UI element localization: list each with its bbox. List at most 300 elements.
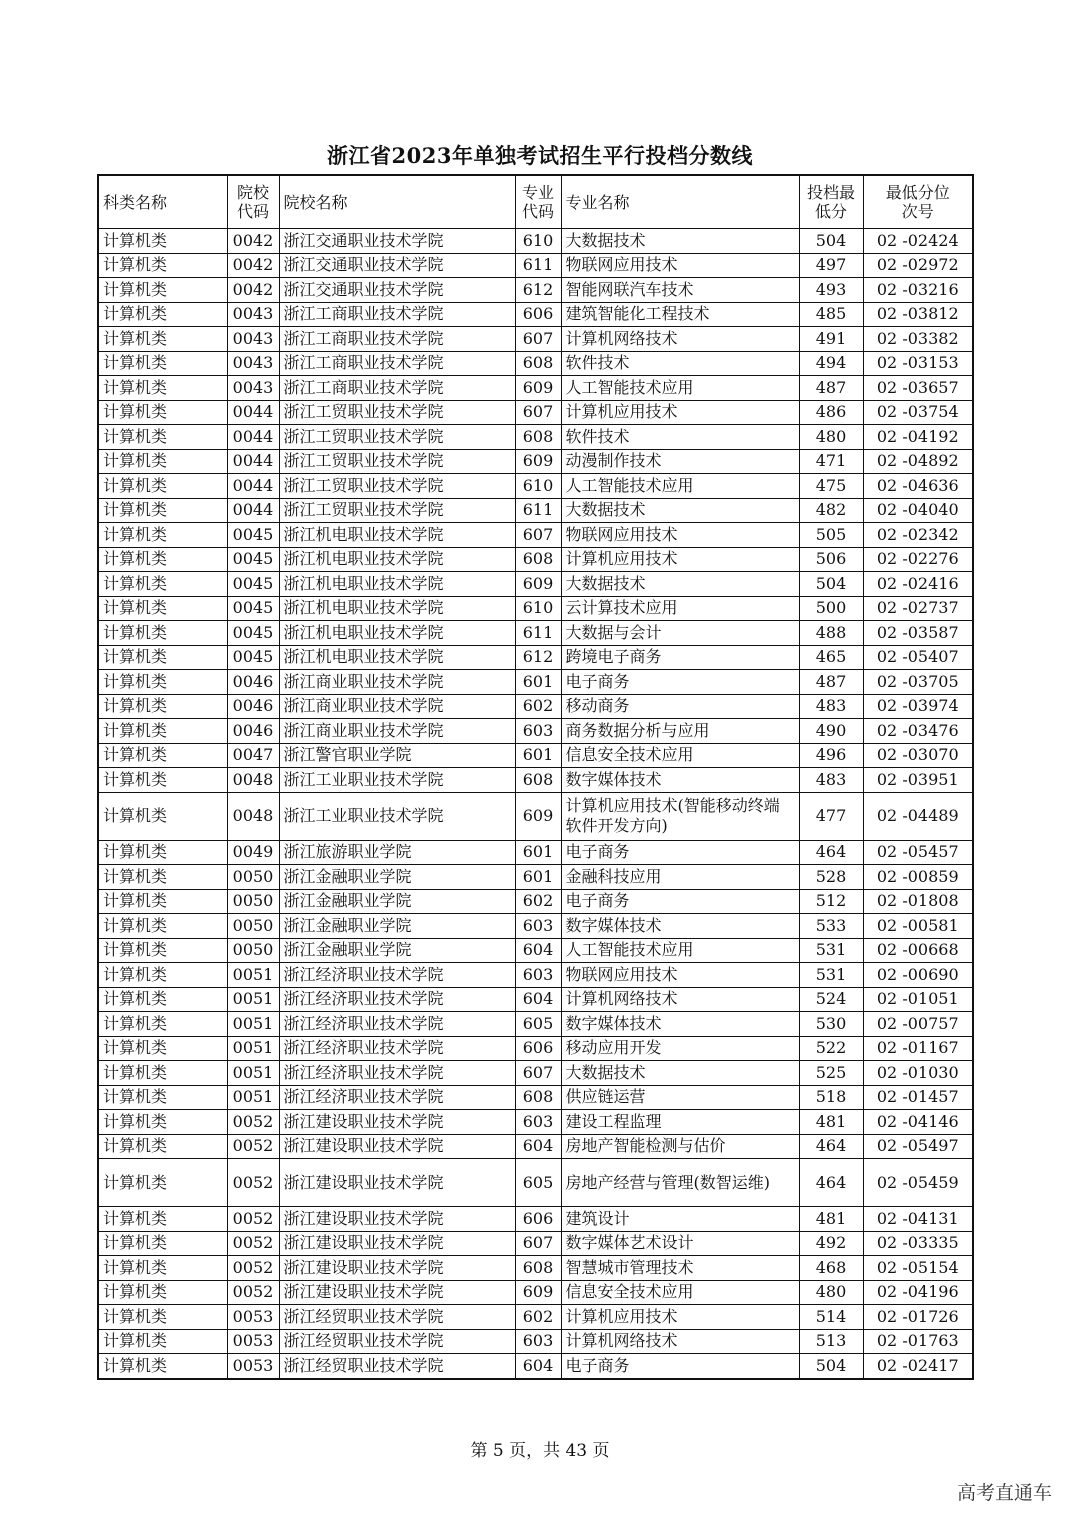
cell-school-name: 浙江警官职业学院 <box>279 743 515 768</box>
cell-school-name: 浙江经贸职业技术学院 <box>279 1329 515 1354</box>
table-row <box>98 1134 973 1159</box>
cell-min-score: 504 <box>799 572 863 597</box>
header-min-score: 投档最低分 <box>799 175 863 229</box>
cell-school-code: 0043 <box>227 376 279 401</box>
cell-category: 计算机类 <box>98 1256 227 1281</box>
cell-min-score: 497 <box>799 253 863 278</box>
cell-major-code: 605 <box>515 1012 561 1037</box>
cell-rank: 02 -04636 <box>863 474 973 499</box>
cell-min-score: 518 <box>799 1085 863 1110</box>
cell-rank: 02 -00757 <box>863 1012 973 1037</box>
table-row <box>98 1159 973 1207</box>
cell-min-score: 465 <box>799 645 863 670</box>
cell-category: 计算机类 <box>98 327 227 352</box>
cell-major-code: 603 <box>515 963 561 988</box>
cell-major-name: 金融科技应用 <box>561 865 799 890</box>
cell-school-name: 浙江经济职业技术学院 <box>279 1085 515 1110</box>
cell-major-name: 移动商务 <box>561 694 799 719</box>
cell-rank: 02 -04131 <box>863 1207 973 1232</box>
table-row <box>98 645 973 670</box>
cell-category: 计算机类 <box>98 253 227 278</box>
cell-min-score: 481 <box>799 1110 863 1135</box>
cell-school-name: 浙江商业职业技术学院 <box>279 694 515 719</box>
cell-major-name: 大数据技术 <box>561 572 799 597</box>
cell-rank: 02 -01763 <box>863 1329 973 1354</box>
cell-major-name: 人工智能技术应用 <box>561 938 799 963</box>
cell-major-name: 信息安全技术应用 <box>561 743 799 768</box>
cell-major-name: 云计算技术应用 <box>561 596 799 621</box>
cell-school-name: 浙江工业职业技术学院 <box>279 792 515 840</box>
cell-school-code: 0048 <box>227 792 279 840</box>
table-row <box>98 498 973 523</box>
cell-rank: 02 -05459 <box>863 1159 973 1207</box>
cell-category: 计算机类 <box>98 596 227 621</box>
cell-major-name: 计算机网络技术 <box>561 1329 799 1354</box>
header-school-code: 院校代码 <box>227 175 279 229</box>
cell-major-code: 602 <box>515 889 561 914</box>
table-row <box>98 1110 973 1135</box>
cell-major-code: 606 <box>515 1207 561 1232</box>
cell-major-code: 611 <box>515 498 561 523</box>
cell-category: 计算机类 <box>98 1305 227 1330</box>
cell-min-score: 496 <box>799 743 863 768</box>
cell-rank: 02 -00859 <box>863 865 973 890</box>
table-row <box>98 1231 973 1256</box>
cell-school-name: 浙江经济职业技术学院 <box>279 963 515 988</box>
cell-min-score: 483 <box>799 694 863 719</box>
cell-school-code: 0053 <box>227 1305 279 1330</box>
cell-min-score: 480 <box>799 1280 863 1305</box>
cell-min-score: 494 <box>799 351 863 376</box>
cell-min-score: 524 <box>799 987 863 1012</box>
cell-rank: 02 -03153 <box>863 351 973 376</box>
cell-major-name: 电子商务 <box>561 1354 799 1379</box>
cell-major-code: 603 <box>515 1329 561 1354</box>
cell-major-code: 611 <box>515 621 561 646</box>
cell-school-code: 0046 <box>227 719 279 744</box>
cell-rank: 02 -02276 <box>863 547 973 572</box>
cell-rank: 02 -02424 <box>863 229 973 254</box>
cell-min-score: 533 <box>799 914 863 939</box>
cell-min-score: 483 <box>799 768 863 793</box>
cell-school-code: 0046 <box>227 694 279 719</box>
table-row <box>98 229 973 254</box>
cell-major-name: 建设工程监理 <box>561 1110 799 1135</box>
cell-rank: 02 -04489 <box>863 792 973 840</box>
cell-school-name: 浙江工贸职业技术学院 <box>279 425 515 450</box>
cell-rank: 02 -04040 <box>863 498 973 523</box>
cell-rank: 02 -04892 <box>863 449 973 474</box>
cell-category: 计算机类 <box>98 1280 227 1305</box>
cell-category: 计算机类 <box>98 1061 227 1086</box>
cell-major-name: 人工智能技术应用 <box>561 474 799 499</box>
page-footer: 第 5 页，共 43 页 <box>470 1441 610 1461</box>
cell-school-name: 浙江工贸职业技术学院 <box>279 498 515 523</box>
table-row <box>98 768 973 793</box>
table-row <box>98 351 973 376</box>
cell-rank: 02 -02342 <box>863 523 973 548</box>
cell-rank: 02 -02737 <box>863 596 973 621</box>
cell-major-code: 607 <box>515 400 561 425</box>
cell-major-name: 动漫制作技术 <box>561 449 799 474</box>
cell-major-name: 物联网应用技术 <box>561 523 799 548</box>
cell-rank: 02 -03705 <box>863 670 973 695</box>
cell-category: 计算机类 <box>98 1085 227 1110</box>
cell-min-score: 487 <box>799 376 863 401</box>
cell-school-code: 0047 <box>227 743 279 768</box>
cell-school-name: 浙江商业职业技术学院 <box>279 719 515 744</box>
cell-major-name: 智慧城市管理技术 <box>561 1256 799 1281</box>
cell-category: 计算机类 <box>98 1036 227 1061</box>
cell-category: 计算机类 <box>98 425 227 450</box>
table-row <box>98 963 973 988</box>
cell-school-code: 0043 <box>227 302 279 327</box>
cell-major-code: 608 <box>515 425 561 450</box>
cell-rank: 02 -00581 <box>863 914 973 939</box>
cell-category: 计算机类 <box>98 523 227 548</box>
cell-rank: 02 -03587 <box>863 621 973 646</box>
cell-school-code: 0052 <box>227 1280 279 1305</box>
cell-school-name: 浙江交通职业技术学院 <box>279 278 515 303</box>
cell-school-name: 浙江建设职业技术学院 <box>279 1207 515 1232</box>
cell-major-code: 607 <box>515 1061 561 1086</box>
table-header-row <box>98 175 973 229</box>
table-row <box>98 400 973 425</box>
table-row <box>98 719 973 744</box>
cell-min-score: 493 <box>799 278 863 303</box>
cell-major-code: 610 <box>515 229 561 254</box>
cell-category: 计算机类 <box>98 1012 227 1037</box>
cell-major-code: 608 <box>515 351 561 376</box>
table-row <box>98 547 973 572</box>
cell-min-score: 471 <box>799 449 863 474</box>
cell-min-score: 504 <box>799 1354 863 1379</box>
cell-rank: 02 -03335 <box>863 1231 973 1256</box>
cell-major-code: 609 <box>515 792 561 840</box>
cell-school-code: 0051 <box>227 1085 279 1110</box>
cell-min-score: 464 <box>799 1159 863 1207</box>
cell-rank: 02 -05497 <box>863 1134 973 1159</box>
cell-rank: 02 -03951 <box>863 768 973 793</box>
watermark: 高考直通车 <box>956 1482 1052 1504</box>
cell-school-code: 0044 <box>227 400 279 425</box>
cell-rank: 02 -05457 <box>863 840 973 865</box>
cell-rank: 02 -04192 <box>863 425 973 450</box>
cell-rank: 02 -00668 <box>863 938 973 963</box>
cell-school-name: 浙江工商职业技术学院 <box>279 302 515 327</box>
cell-major-name: 建筑智能化工程技术 <box>561 302 799 327</box>
cell-min-score: 530 <box>799 1012 863 1037</box>
cell-major-name: 计算机应用技术 <box>561 547 799 572</box>
cell-min-score: 491 <box>799 327 863 352</box>
table-row <box>98 596 973 621</box>
cell-major-code: 609 <box>515 572 561 597</box>
cell-school-name: 浙江经济职业技术学院 <box>279 1012 515 1037</box>
cell-school-code: 0052 <box>227 1110 279 1135</box>
cell-rank: 02 -03476 <box>863 719 973 744</box>
cell-school-name: 浙江金融职业学院 <box>279 938 515 963</box>
table-row <box>98 889 973 914</box>
table-row <box>98 327 973 352</box>
cell-rank: 02 -03216 <box>863 278 973 303</box>
table-row <box>98 914 973 939</box>
cell-school-name: 浙江机电职业技术学院 <box>279 523 515 548</box>
cell-min-score: 482 <box>799 498 863 523</box>
cell-rank: 02 -03812 <box>863 302 973 327</box>
cell-min-score: 514 <box>799 1305 863 1330</box>
cell-school-code: 0045 <box>227 572 279 597</box>
cell-major-code: 602 <box>515 1305 561 1330</box>
table-row <box>98 1036 973 1061</box>
page-title: 浙江省2023年单独考试招生平行投档分数线 <box>327 143 753 168</box>
cell-category: 计算机类 <box>98 1231 227 1256</box>
cell-major-name: 房地产经营与管理(数智运维) <box>561 1159 799 1207</box>
cell-category: 计算机类 <box>98 914 227 939</box>
cell-min-score: 500 <box>799 596 863 621</box>
cell-major-name: 移动应用开发 <box>561 1036 799 1061</box>
cell-school-name: 浙江建设职业技术学院 <box>279 1110 515 1135</box>
cell-rank: 02 -01808 <box>863 889 973 914</box>
header-rank: 最低分位次号 <box>863 175 973 229</box>
cell-min-score: 464 <box>799 840 863 865</box>
cell-min-score: 505 <box>799 523 863 548</box>
cell-category: 计算机类 <box>98 889 227 914</box>
cell-rank: 02 -04196 <box>863 1280 973 1305</box>
cell-school-name: 浙江工商职业技术学院 <box>279 376 515 401</box>
cell-rank: 02 -01726 <box>863 1305 973 1330</box>
cell-major-code: 603 <box>515 1110 561 1135</box>
cell-category: 计算机类 <box>98 645 227 670</box>
cell-major-code: 612 <box>515 645 561 670</box>
cell-school-name: 浙江工业职业技术学院 <box>279 768 515 793</box>
cell-category: 计算机类 <box>98 1110 227 1135</box>
cell-category: 计算机类 <box>98 1354 227 1379</box>
table-row <box>98 253 973 278</box>
table-row <box>98 1280 973 1305</box>
cell-school-code: 0052 <box>227 1256 279 1281</box>
cell-major-code: 607 <box>515 523 561 548</box>
cell-major-code: 609 <box>515 449 561 474</box>
cell-school-name: 浙江交通职业技术学院 <box>279 253 515 278</box>
cell-major-name: 计算机应用技术(智能移动终端软件开发方向) <box>561 792 799 840</box>
cell-rank: 02 -05407 <box>863 645 973 670</box>
cell-school-code: 0045 <box>227 523 279 548</box>
cell-major-code: 605 <box>515 1159 561 1207</box>
table-row <box>98 523 973 548</box>
cell-major-code: 601 <box>515 840 561 865</box>
table-row <box>98 1207 973 1232</box>
table-row <box>98 987 973 1012</box>
cell-major-code: 608 <box>515 547 561 572</box>
cell-school-code: 0048 <box>227 768 279 793</box>
cell-category: 计算机类 <box>98 572 227 597</box>
table-row <box>98 376 973 401</box>
cell-school-code: 0053 <box>227 1354 279 1379</box>
table-row <box>98 865 973 890</box>
cell-major-name: 大数据与会计 <box>561 621 799 646</box>
cell-school-name: 浙江建设职业技术学院 <box>279 1256 515 1281</box>
cell-major-code: 610 <box>515 596 561 621</box>
cell-school-code: 0043 <box>227 327 279 352</box>
cell-major-name: 计算机网络技术 <box>561 327 799 352</box>
cell-major-name: 物联网应用技术 <box>561 963 799 988</box>
cell-school-name: 浙江工商职业技术学院 <box>279 351 515 376</box>
cell-rank: 02 -05154 <box>863 1256 973 1281</box>
cell-rank: 02 -01457 <box>863 1085 973 1110</box>
table-row <box>98 1256 973 1281</box>
cell-major-name: 电子商务 <box>561 840 799 865</box>
cell-school-name: 浙江经济职业技术学院 <box>279 1061 515 1086</box>
cell-major-name: 数字媒体艺术设计 <box>561 1231 799 1256</box>
cell-school-code: 0050 <box>227 889 279 914</box>
cell-rank: 02 -02972 <box>863 253 973 278</box>
cell-rank: 02 -01051 <box>863 987 973 1012</box>
cell-school-name: 浙江机电职业技术学院 <box>279 572 515 597</box>
cell-min-score: 490 <box>799 719 863 744</box>
table-row <box>98 1354 973 1379</box>
cell-category: 计算机类 <box>98 694 227 719</box>
cell-min-score: 464 <box>799 1134 863 1159</box>
cell-category: 计算机类 <box>98 1159 227 1207</box>
cell-school-code: 0049 <box>227 840 279 865</box>
cell-school-name: 浙江经贸职业技术学院 <box>279 1305 515 1330</box>
cell-category: 计算机类 <box>98 743 227 768</box>
cell-school-name: 浙江机电职业技术学院 <box>279 596 515 621</box>
cell-major-code: 608 <box>515 768 561 793</box>
cell-min-score: 475 <box>799 474 863 499</box>
cell-school-name: 浙江工贸职业技术学院 <box>279 474 515 499</box>
cell-min-score: 488 <box>799 621 863 646</box>
cell-category: 计算机类 <box>98 963 227 988</box>
cell-school-code: 0053 <box>227 1329 279 1354</box>
table-row <box>98 938 973 963</box>
cell-category: 计算机类 <box>98 1134 227 1159</box>
cell-rank: 02 -03382 <box>863 327 973 352</box>
cell-school-name: 浙江旅游职业学院 <box>279 840 515 865</box>
cell-school-name: 浙江建设职业技术学院 <box>279 1159 515 1207</box>
table-row <box>98 1012 973 1037</box>
cell-category: 计算机类 <box>98 670 227 695</box>
cell-min-score: 531 <box>799 938 863 963</box>
cell-major-code: 607 <box>515 1231 561 1256</box>
cell-min-score: 486 <box>799 400 863 425</box>
cell-major-name: 计算机应用技术 <box>561 400 799 425</box>
cell-category: 计算机类 <box>98 1329 227 1354</box>
cell-major-name: 人工智能技术应用 <box>561 376 799 401</box>
cell-school-code: 0051 <box>227 1061 279 1086</box>
cell-major-name: 数字媒体技术 <box>561 1012 799 1037</box>
cell-min-score: 512 <box>799 889 863 914</box>
cell-school-name: 浙江经贸职业技术学院 <box>279 1354 515 1379</box>
cell-major-name: 跨境电子商务 <box>561 645 799 670</box>
cell-school-name: 浙江工贸职业技术学院 <box>279 449 515 474</box>
cell-category: 计算机类 <box>98 229 227 254</box>
cell-school-code: 0042 <box>227 253 279 278</box>
cell-school-code: 0042 <box>227 278 279 303</box>
cell-school-code: 0044 <box>227 449 279 474</box>
cell-school-code: 0044 <box>227 498 279 523</box>
cell-major-code: 603 <box>515 719 561 744</box>
cell-major-code: 609 <box>515 1280 561 1305</box>
cell-school-name: 浙江经济职业技术学院 <box>279 1036 515 1061</box>
table-row <box>98 792 973 840</box>
cell-major-code: 608 <box>515 1256 561 1281</box>
cell-major-name: 商务数据分析与应用 <box>561 719 799 744</box>
cell-category: 计算机类 <box>98 400 227 425</box>
cell-category: 计算机类 <box>98 792 227 840</box>
cell-rank: 02 -02416 <box>863 572 973 597</box>
table-row <box>98 474 973 499</box>
header-category: 科类名称 <box>98 175 227 229</box>
cell-major-code: 606 <box>515 302 561 327</box>
cell-school-name: 浙江建设职业技术学院 <box>279 1134 515 1159</box>
cell-category: 计算机类 <box>98 1207 227 1232</box>
cell-school-code: 0050 <box>227 914 279 939</box>
cell-min-score: 528 <box>799 865 863 890</box>
cell-rank: 02 -00690 <box>863 963 973 988</box>
cell-school-name: 浙江机电职业技术学院 <box>279 645 515 670</box>
cell-school-code: 0051 <box>227 1036 279 1061</box>
cell-school-name: 浙江机电职业技术学院 <box>279 547 515 572</box>
cell-major-name: 大数据技术 <box>561 498 799 523</box>
table-row <box>98 840 973 865</box>
cell-school-code: 0042 <box>227 229 279 254</box>
cell-category: 计算机类 <box>98 719 227 744</box>
score-table <box>97 174 974 1380</box>
cell-school-code: 0045 <box>227 547 279 572</box>
cell-major-code: 609 <box>515 376 561 401</box>
cell-school-name: 浙江工商职业技术学院 <box>279 327 515 352</box>
cell-major-name: 软件技术 <box>561 425 799 450</box>
cell-school-code: 0050 <box>227 865 279 890</box>
cell-rank: 02 -03974 <box>863 694 973 719</box>
cell-major-code: 611 <box>515 253 561 278</box>
cell-major-name: 供应链运营 <box>561 1085 799 1110</box>
cell-school-name: 浙江商业职业技术学院 <box>279 670 515 695</box>
cell-school-name: 浙江金融职业学院 <box>279 889 515 914</box>
cell-category: 计算机类 <box>98 302 227 327</box>
cell-major-code: 601 <box>515 865 561 890</box>
cell-category: 计算机类 <box>98 376 227 401</box>
cell-category: 计算机类 <box>98 449 227 474</box>
cell-major-code: 601 <box>515 743 561 768</box>
table-row <box>98 425 973 450</box>
cell-rank: 02 -01167 <box>863 1036 973 1061</box>
cell-category: 计算机类 <box>98 351 227 376</box>
cell-category: 计算机类 <box>98 621 227 646</box>
table-row <box>98 449 973 474</box>
table-row <box>98 572 973 597</box>
cell-category: 计算机类 <box>98 547 227 572</box>
cell-school-code: 0051 <box>227 987 279 1012</box>
cell-major-name: 计算机网络技术 <box>561 987 799 1012</box>
cell-major-code: 606 <box>515 1036 561 1061</box>
table-row <box>98 694 973 719</box>
cell-major-code: 604 <box>515 987 561 1012</box>
cell-min-score: 522 <box>799 1036 863 1061</box>
cell-school-code: 0051 <box>227 963 279 988</box>
cell-school-code: 0050 <box>227 938 279 963</box>
cell-category: 计算机类 <box>98 865 227 890</box>
cell-min-score: 477 <box>799 792 863 840</box>
cell-school-code: 0044 <box>227 474 279 499</box>
cell-category: 计算机类 <box>98 498 227 523</box>
cell-major-code: 604 <box>515 938 561 963</box>
table-row <box>98 743 973 768</box>
cell-major-code: 604 <box>515 1134 561 1159</box>
cell-rank: 02 -04146 <box>863 1110 973 1135</box>
cell-category: 计算机类 <box>98 938 227 963</box>
